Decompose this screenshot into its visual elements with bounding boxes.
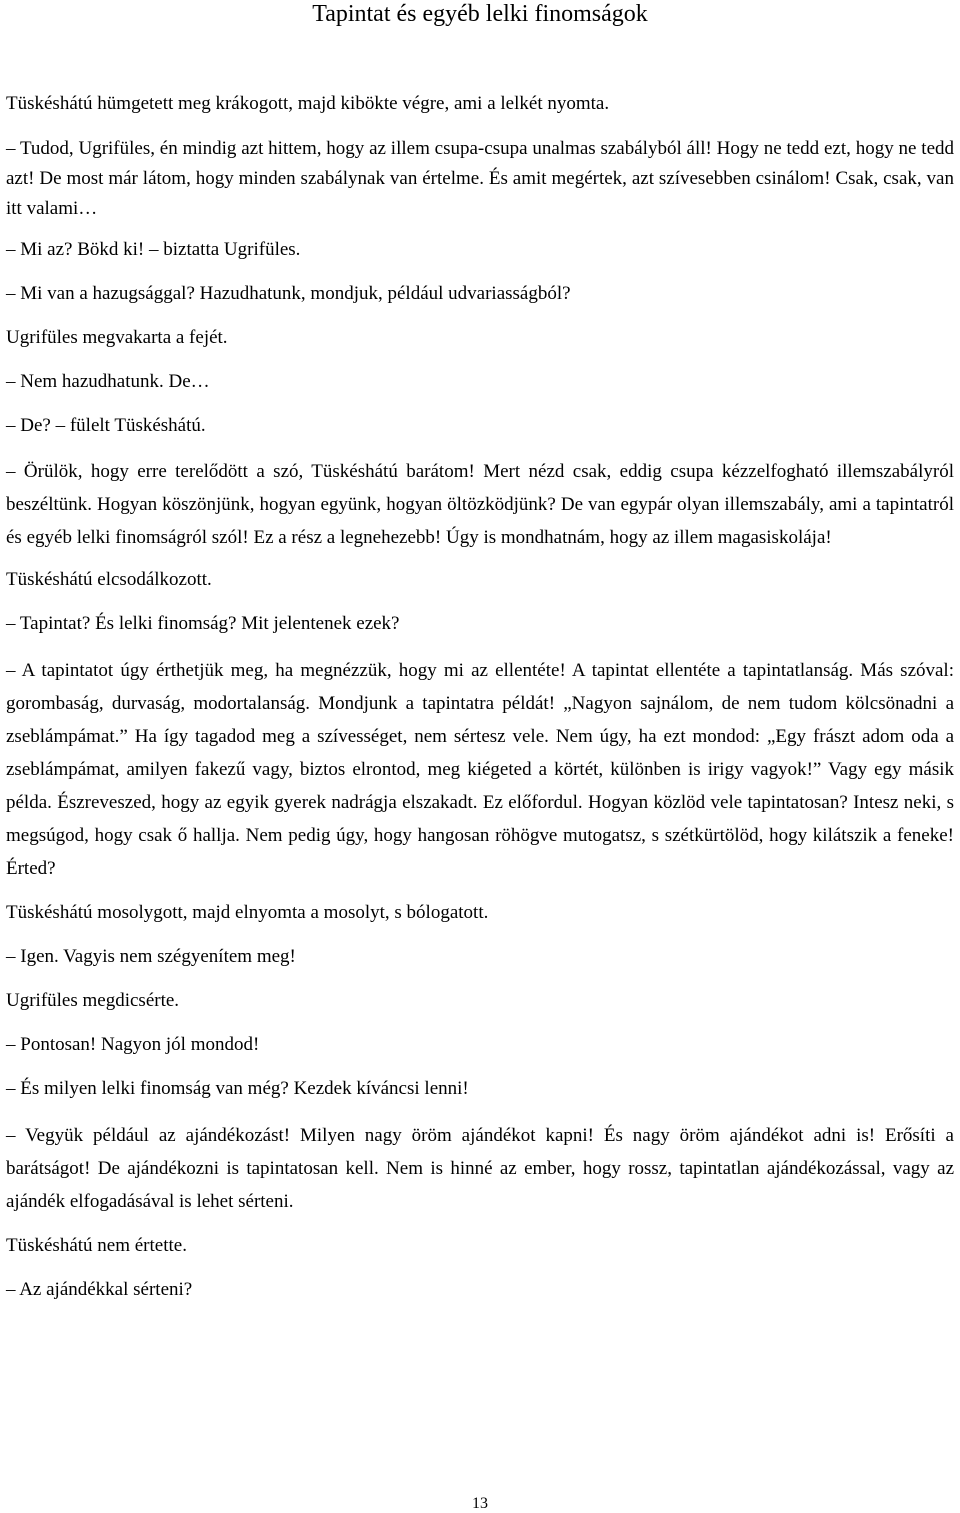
paragraph: Ugrifüles megdicsérte. bbox=[6, 990, 180, 1011]
paragraph: – Tudod, Ugrifüles, én mindig azt hittem, hogy az illem csupa-csupa unalmas szabályból áll! Hogy ne tedd ezt, hogy ne tedd azt! De most már látom, hogy minden szabálynak van értelme. És amit megértek, azt szívesebben csinálom! Csak, csak, van itt valami… bbox=[6, 138, 954, 219]
document-body bbox=[6, 88, 954, 1306]
document-title: Tapintat és egyéb lelki finomságok bbox=[312, 1, 648, 27]
paragraph: – A tapintatot úgy érthetjük meg, ha megnézzük, hogy mi az ellentéte! A tapintat ellentéte a tapintatlanság. Más szóval: gorombaság, durvaság, modortalanság. Mondjunk a tapintatra példát! „Nagyon sajnálom, de nem tudom kölcsönadni a zseblámpámat.” Ha így tagadod meg a szívességet, nem sértesz vele. Nem úgy, ha ezt mondod: „Egy frászt adom oda a zseblámpámat, amilyen fakezű vagy, biztos elrontod, meg kiégeted a körtét, különben is irigy vagyok!” Vagy egy másik példa. Észreveszed, hogy az egyik gyerek nadrágja elszakadt. Ez előfordul. Hogyan közlöd vele tapintatosan? Intesz neki, s megsúgod, hogy csak ő hallja. Nem pedig úgy, hogy hangosan röhögve mutogatsz, s szétkürtölöd, hogy kilátszik a feneke! Érted? bbox=[6, 660, 954, 879]
paragraph: Tüskéshátú mosolygott, majd elnyomta a mosolyt, s bólogatott. bbox=[6, 902, 489, 923]
paragraph: – Vegyük például az ajándékozást! Milyen nagy öröm ajándékot kapni! És nagy öröm ajándékot adni is! Erősíti a barátságot! De ajándékozni is tapintatosan kell. Nem is hinné az ember, hogy rossz, tapintatlan ajándékozással, vagy az ajándék elfogadásával is lehet sérteni. bbox=[6, 1125, 954, 1212]
paragraph: Tüskéshátú nem értette. bbox=[6, 1235, 187, 1256]
paragraph: – Mi van a hazugsággal? Hazudhatunk, mondjuk, például udvariasságból? bbox=[6, 283, 571, 304]
paragraph: – Igen. Vagyis nem szégyenítem meg! bbox=[6, 946, 296, 967]
paragraph: Ugrifüles megvakarta a fejét. bbox=[6, 327, 228, 348]
paragraph: – Tapintat? És lelki finomság? Mit jelentenek ezek? bbox=[6, 613, 400, 634]
paragraph: Tüskéshátú elcsodálkozott. bbox=[6, 569, 212, 590]
paragraph: – Mi az? Bökd ki! – biztatta Ugrifüles. bbox=[6, 239, 301, 260]
paragraph: Tüskéshátú hümgetett meg krákogott, majd kibökte végre, ami a lelkét nyomta. bbox=[6, 93, 610, 114]
paragraph: – Örülök, hogy erre terelődött a szó, Tüskéshátú barátom! Mert nézd csak, eddig csupa kézzelfogható illemszabályról beszéltünk. Hogyan köszönjünk, hogyan együnk, hogyan öltözködjünk? De van egypár olyan illemszabály, ami a tapintatról és egyéb lelki finomságról szól! Ez a rész a legnehezebb! Úgy is mondhatnám, hogy az illem magasiskolája! bbox=[6, 461, 954, 548]
paragraph: – Pontosan! Nagyon jól mondod! bbox=[6, 1034, 260, 1055]
paragraph: – Az ajándékkal sérteni? bbox=[6, 1279, 193, 1300]
paragraph: – És milyen lelki finomság van még? Kezdek kíváncsi lenni! bbox=[6, 1078, 469, 1099]
paragraph: – De? – fülelt Tüskéshátú. bbox=[6, 415, 206, 436]
paragraph: – Nem hazudhatunk. De… bbox=[6, 371, 210, 392]
page-number: 13 bbox=[472, 1495, 488, 1512]
